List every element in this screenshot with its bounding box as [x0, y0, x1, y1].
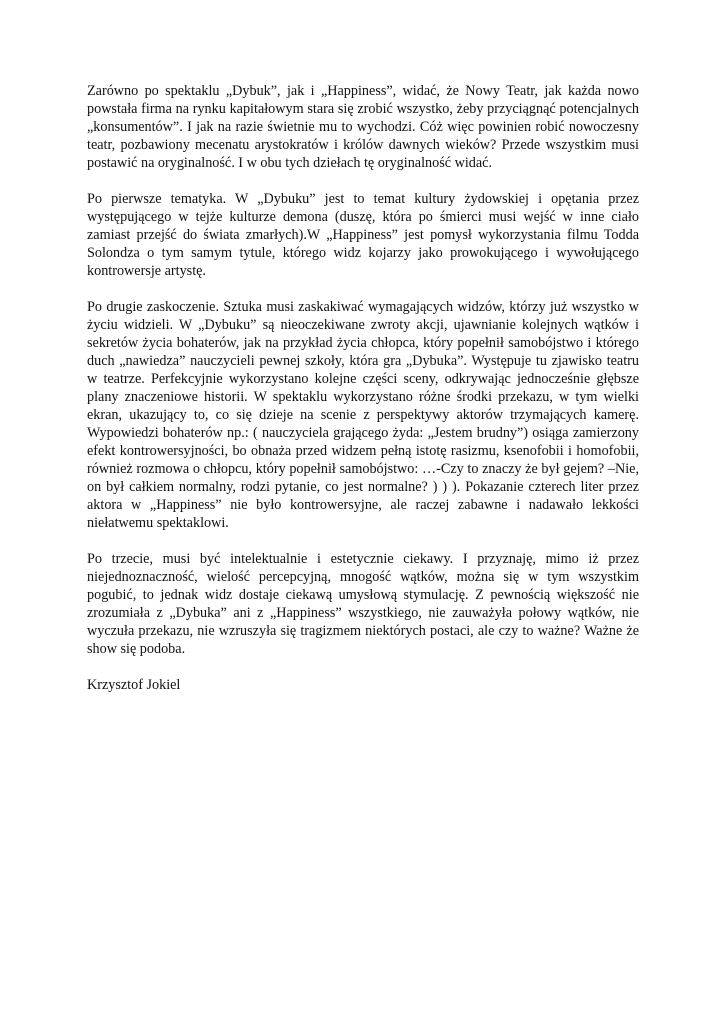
paragraph-intro: Zarówno po spektaklu „Dybuk”, jak i „Happiness”, widać, że Nowy Teatr, jak każda nowo powstała firma na rynku kapitałowym stara się zrobić wszystko, żeby przyciągnąć potencjalnych „konsumentów”. I jak na razie świetnie mu to wychodzi. Cóż więc powinien robić nowoczesny teatr, pozbawiony mecenatu arystokratów i królów dawnych wieków? Przede wszystkim musi postawić na oryginalność. I w obu tych dziełach tę oryginalność widać.	[87, 83, 639, 171]
author-signature: Krzysztof Jokiel	[87, 677, 181, 693]
paragraph-third-point: Po trzecie, musi być intelektualnie i estetycznie ciekawy. I przyznaję, mimo iż przez niejednoznaczność, wielość percepcyjną, mnogość wątków, można się w tym wszystkim pogubić, to jednak widz dostaje ciekawą umysłową stymulację. Z pewnością większość nie zrozumiała z „Dybuka” ani z „Happiness” wszystkiego, nie zauważyła połowy wątków, nie wyczuła przekazu, nie wzruszyła się tragizmem niektórych postaci, ale czy to ważne? Ważne że show się podoba.	[87, 551, 639, 657]
paragraph-second-point: Po drugie zaskoczenie. Sztuka musi zaskakiwać wymagających widzów, którzy już wszystko w życiu widzieli. W „Dybuku” są nieoczekiwane zwroty akcji, ujawnianie kolejnych wątków i sekretów życia bohaterów, jak na przykład życia chłopca, który popełnił samobójstwo i którego duch „nawiedza” nauczycieli pewnej szkoły, która gra „Dybuka”. Występuje tu zjawisko teatru w teatrze. Perfekcyjnie wykorzystano kolejne części sceny, odkrywając jednocześnie głębsze plany znaczeniowe historii. W spektaklu wykorzystano różne środki przekazu, w tym wielki ekran, ukazujący to, co się dzieje na scenie z perspektywy aktorów trzymających kamerę. Wypowiedzi bohaterów np.: ( nauczyciela grającego żyda: „Jestem brudny”) osiąga zamierzony efekt kontrowersyjności, bo obnaża przed widzem pełną istotę rasizmu, ksenofobii i homofobii, również rozmowa o chłopcu, który popełnił samobójstwo: …-Czy to znaczy że był gejem? –Nie, on był całkiem normalny, rodzi pytanie, co jest normalne? ) ) ). Pokazanie czterech liter przez aktora w „Happiness” nie było kontrowersyjne, ale raczej zabawne i nadawało lekkości niełatwemu spektaklowi.	[87, 299, 639, 531]
paragraph-first-point: Po pierwsze tematyka. W „Dybuku” jest to temat kultury żydowskiej i opętania przez występującego w tejże kulturze demona (duszę, która po śmierci musi wejść w inne ciało zamiast przejść do świata zmarłych).W „Happiness” jest pomysł wykorzystania filmu Todda Solondza o tym samym tytule, którego widz kojarzy jako prowokującego i wywołującego kontrowersje artystę.	[87, 191, 639, 279]
document-page	[87, 82, 639, 694]
